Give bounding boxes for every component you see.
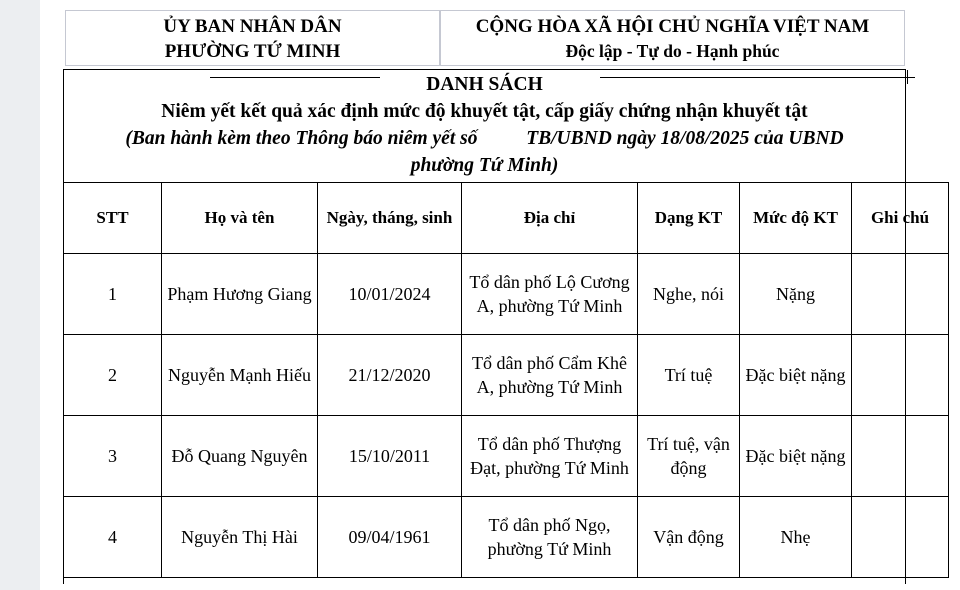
national-motto bbox=[440, 10, 905, 66]
table-header-row bbox=[64, 183, 949, 254]
authority-line-2: PHƯỜNG TỨ MINH bbox=[164, 41, 341, 62]
cell-address: Tổ dân phố Cẩm Khê A, phường Tứ Minh bbox=[462, 335, 638, 416]
column-header-name: Họ và tên bbox=[162, 183, 318, 254]
column-header-level: Mức độ KT bbox=[740, 183, 852, 254]
cell-address: Tổ dân phố Lộ Cương A, phường Tứ Minh bbox=[462, 254, 638, 335]
cell-level: Nặng bbox=[740, 254, 852, 335]
cell-stt: 3 bbox=[64, 416, 162, 497]
column-header-stt: STT bbox=[64, 183, 162, 254]
cell-name: Phạm Hương Giang bbox=[162, 254, 318, 335]
cell-type: Trí tuệ, vận động bbox=[638, 416, 740, 497]
table-row bbox=[64, 254, 949, 335]
cell-address: Tổ dân phố Ngọ, phường Tứ Minh bbox=[462, 497, 638, 578]
cell-note bbox=[852, 416, 949, 497]
cell-name: Nguyễn Mạnh Hiếu bbox=[162, 335, 318, 416]
issuing-authority bbox=[65, 10, 440, 66]
table-row bbox=[64, 335, 949, 416]
cell-note bbox=[852, 254, 949, 335]
cell-type: Nghe, nói bbox=[638, 254, 740, 335]
cell-stt: 4 bbox=[64, 497, 162, 578]
document-note-line-1: (Ban hành kèm theo Thông báo niêm yết số TB/UBND ngày 18/08/2025 của UBND bbox=[125, 128, 844, 149]
cell-type: Vận động bbox=[638, 497, 740, 578]
divider-tick bbox=[907, 70, 908, 84]
cell-address: Tổ dân phố Thượng Đạt, phường Tứ Minh bbox=[462, 416, 638, 497]
column-header-dob: Ngày, tháng, sinh bbox=[318, 183, 462, 254]
authority-line-1: ỦY BAN NHÂN DÂN bbox=[163, 16, 342, 37]
document-note-line-2: phường Tứ Minh) bbox=[410, 155, 559, 176]
cell-note bbox=[852, 335, 949, 416]
cell-name: Đỗ Quang Nguyên bbox=[162, 416, 318, 497]
column-header-note: Ghi chú bbox=[852, 183, 949, 254]
table-row bbox=[64, 416, 949, 497]
cell-note bbox=[852, 497, 949, 578]
cell-level: Nhẹ bbox=[740, 497, 852, 578]
cell-type: Trí tuệ bbox=[638, 335, 740, 416]
disability-list-table bbox=[63, 182, 949, 578]
cell-dob: 10/01/2024 bbox=[318, 254, 462, 335]
cell-level: Đặc biệt nặng bbox=[740, 335, 852, 416]
cell-stt: 1 bbox=[64, 254, 162, 335]
cell-name: Nguyễn Thị Hài bbox=[162, 497, 318, 578]
column-header-type: Dạng KT bbox=[638, 183, 740, 254]
document-page bbox=[40, 0, 960, 590]
cell-level: Đặc biệt nặng bbox=[740, 416, 852, 497]
cell-dob: 21/12/2020 bbox=[318, 335, 462, 416]
document-titles bbox=[64, 72, 905, 179]
cell-stt: 2 bbox=[64, 335, 162, 416]
document-subtitle: Niêm yết kết quả xác định mức độ khuyết tật, cấp giấy chứng nhận khuyết tật bbox=[161, 101, 808, 122]
cell-dob: 09/04/1961 bbox=[318, 497, 462, 578]
document-title: DANH SÁCH bbox=[426, 74, 543, 95]
column-header-address: Địa chỉ bbox=[462, 183, 638, 254]
country-name: CỘNG HÒA XÃ HỘI CHỦ NGHĨA VIỆT NAM bbox=[475, 16, 870, 37]
cell-dob: 15/10/2011 bbox=[318, 416, 462, 497]
table-row bbox=[64, 497, 949, 578]
motto: Độc lập - Tự do - Hạnh phúc bbox=[565, 41, 780, 61]
